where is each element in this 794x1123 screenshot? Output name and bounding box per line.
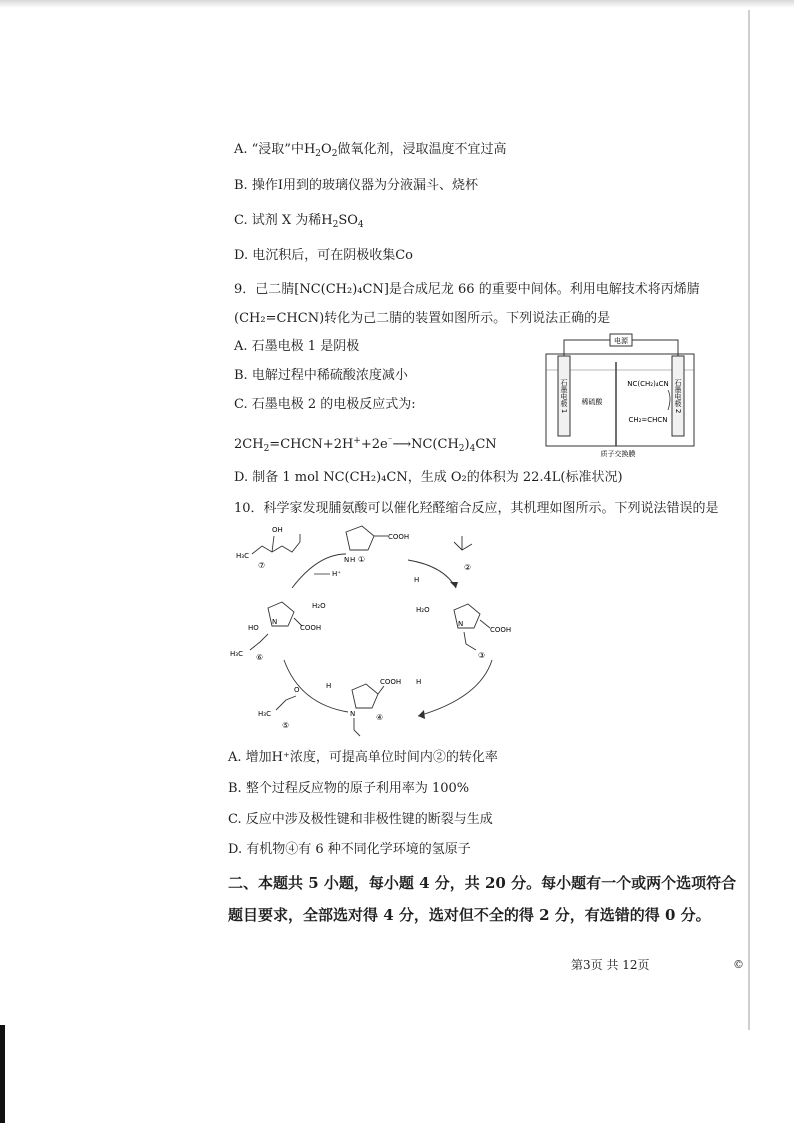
q10-stem: 10．科学家发现脯氨酸可以催化羟醛缩合反应，其机理如图所示。下列说法错误的是	[234, 501, 719, 516]
m1-ring	[346, 526, 374, 550]
q10-option-b: B. 整个过程反应物的原子利用率为 100%	[228, 781, 470, 796]
scan-left-bar	[0, 1025, 5, 1123]
m4-number: ④	[376, 713, 384, 722]
section2-line1: 二、本题共 5 小题，每小题 4 分，共 20 分。每小题有一个或两个选项符合	[228, 874, 737, 892]
m6-h3c: H₃C	[230, 650, 243, 658]
arrowhead-1	[450, 582, 458, 588]
q9-equation: $2CH_2=CHCN+2H^++2e^{^-}⟶NC(CH_2)_4CN$	[234, 436, 497, 454]
h2o-left-label: H₂O	[312, 602, 326, 610]
m3-cooh: COOH	[490, 626, 512, 634]
m1-nh: N	[344, 556, 350, 564]
corner-mark: ©	[733, 958, 744, 971]
q8-option-c: C. 试剂 X 为稀$H_2SO_4$	[234, 213, 364, 230]
conversion-arrow	[668, 390, 670, 410]
q10-option-a: A. 增加H⁺浓度，可提高单位时间内②的转化率	[228, 750, 498, 765]
q8-option-b: B. 操作Ⅰ用到的玻璃仪器为分液漏斗、烧杯	[234, 178, 478, 193]
m3-substituent	[464, 632, 476, 650]
m4-ring	[352, 684, 378, 708]
m6-cooh: COOH	[300, 624, 322, 632]
m2-number: ②	[464, 563, 472, 572]
m7-chain	[252, 542, 300, 554]
m4-bond	[378, 686, 384, 694]
q9-stem-line1: 9．己二腈[NC(CH₂)₄CN]是合成尼龙 66 的重要中间体。利用电解技术将丙烯腈	[234, 282, 700, 297]
q10-option-c: C. 反应中涉及极性键和非极性键的断裂与生成	[228, 812, 493, 827]
electrode-1-label: 石墨电极 1	[560, 378, 568, 414]
electrode-2-label: 石墨电极 2	[674, 378, 682, 414]
m1-number: ①	[358, 555, 366, 564]
q8-option-d: D. 电沉积后，可在阴极收集Co	[234, 248, 413, 263]
q10-option-d: D. 有机物④有 6 种不同化学环境的氢原子	[228, 842, 471, 857]
q9-option-a: A. 石墨电极 1 是阴极	[234, 339, 360, 354]
q8-option-a: A. “浸取”中$H_2O_2$做氧化剂，浸取温度不宜过高	[234, 142, 507, 159]
q9-option-b: B. 电解过程中稀硫酸浓度减小	[234, 368, 408, 383]
m4-n: N	[350, 710, 356, 718]
proline-mechanism-diagram	[228, 520, 558, 746]
h-plus-label: H⁺	[332, 570, 341, 578]
electrolysis-diagram	[540, 332, 700, 458]
q9-option-d: D. 制备 1 mol NC(CH₂)₄CN，生成 O₂的体积为 22.4L(标准状况)	[234, 470, 623, 485]
m5-number: ⑤	[282, 721, 290, 730]
m1-cooh: COOH	[388, 533, 410, 541]
electrolyte-label: 稀硫酸	[581, 398, 603, 406]
section2-line2: 题目要求，全部选对得 4 分，选对但不全的得 2 分，有选错的得 0 分。	[228, 906, 711, 924]
q9-stem-line2: (CH₂=CHCN)转化为己二腈的装置如图所示。下列说法正确的是	[234, 311, 611, 326]
reactant-label: CH₂=CHCN	[628, 416, 668, 424]
q9-option-c: C. 石墨电极 2 的电极反应式为:	[234, 397, 416, 412]
m2-acetone	[454, 542, 472, 550]
cycle-arrow-bottom-right	[418, 660, 492, 716]
product-label: NC(CH₂)₄CN	[627, 380, 669, 388]
m7-oh-bond	[272, 536, 274, 552]
scan-right-edge	[748, 10, 750, 1030]
scan-top-edge	[0, 0, 794, 8]
h-top-right-label: H	[414, 576, 420, 584]
m6-ho: HO	[248, 624, 259, 632]
m1-h: H	[350, 556, 356, 564]
h-bottom-left-label: H	[326, 682, 332, 690]
arrowhead-2	[418, 710, 425, 719]
power-supply-label: 电源	[614, 337, 628, 345]
m5-o: O	[294, 686, 300, 694]
m6-n: N	[272, 618, 278, 626]
m7-oh-label: OH	[272, 526, 283, 534]
m5-chain	[276, 696, 296, 710]
h2o-right-label: H₂O	[416, 606, 430, 614]
m4-cooh: COOH	[380, 678, 402, 686]
page-footer: 第3页 共 12页	[571, 958, 650, 972]
m5-h3c: H₃C	[258, 710, 271, 718]
m7-number: ⑦	[258, 561, 266, 570]
m3-number: ③	[478, 651, 486, 660]
m6-chain	[250, 634, 268, 650]
m6-number: ⑥	[256, 653, 264, 662]
m3-bond	[480, 620, 490, 628]
m7-h3c-label: H₃C	[236, 552, 249, 560]
m3-n: N	[458, 620, 464, 628]
h-bottom-right-label: H	[416, 678, 422, 686]
m4-substituent	[354, 718, 360, 736]
membrane-label: 质子交换膜	[600, 450, 636, 458]
